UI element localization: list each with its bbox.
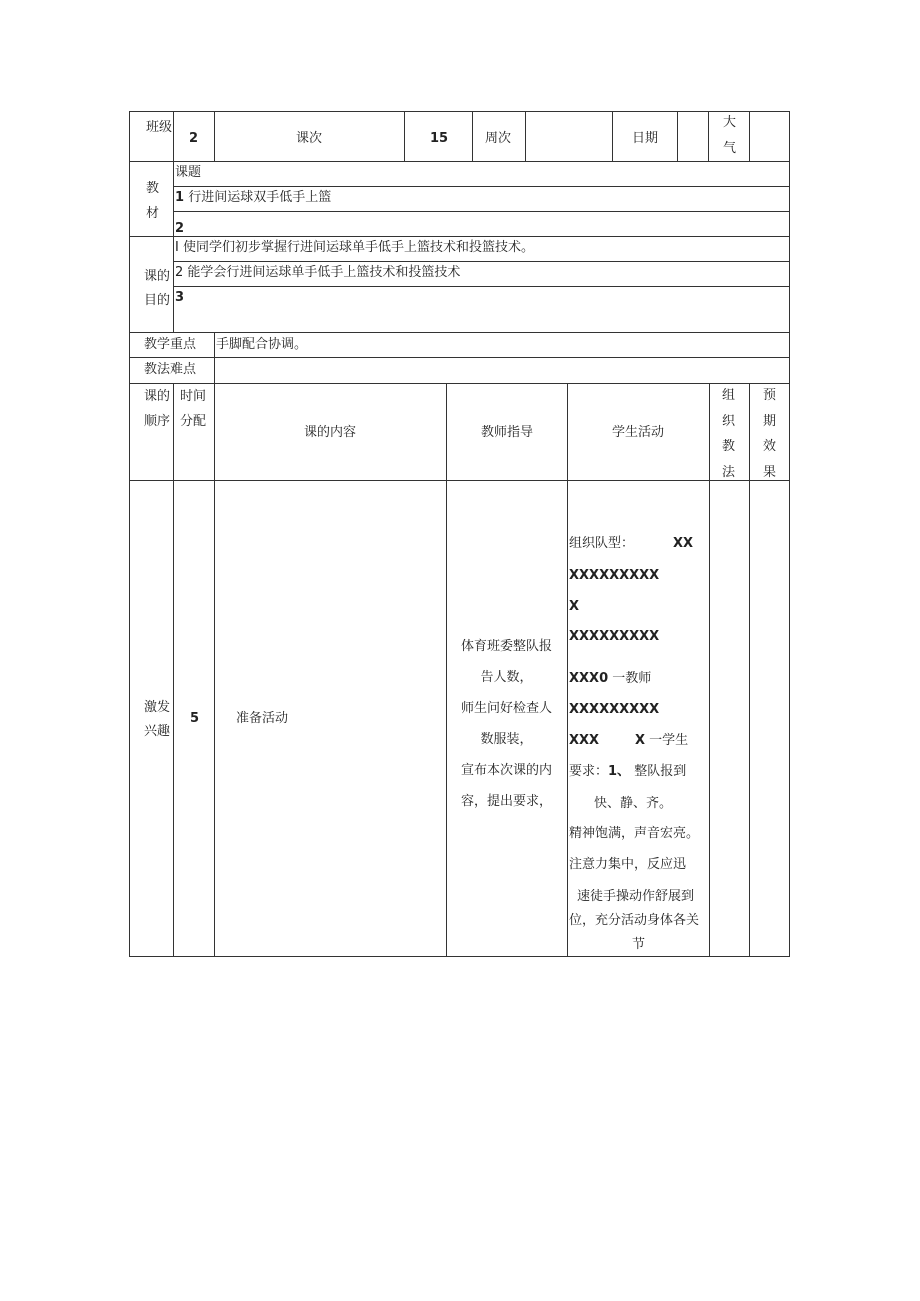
requirement-num: 1、 [608,764,631,779]
topic-label: 课题 [175,165,202,180]
purpose-item-1-num: I [175,240,179,255]
rule [214,111,215,162]
material-item-1-text: 行进间运球双手低手上篮 [188,190,332,205]
col-effect [763,383,777,485]
rule [129,111,130,957]
weather-label-2: 气 [723,141,737,156]
purpose-item-2-text: 能学会行进间运球单手低手上篮技术和投篮技术 [187,265,461,280]
requirement-text: 整队报到 [634,764,687,779]
purpose-item-1-text: 使同学们初步掌握行进间运球单手低手上篮技术和投篮技术。 [182,240,534,255]
rule [129,357,790,358]
col-org-char: 织 [722,413,736,429]
formation-row-f-x: X [635,733,646,748]
col-effect-char: 效 [763,439,777,454]
teacher-line: 体育班委整队报 [460,639,552,654]
material-label-1: 教 [146,181,160,196]
formation-row-f-marks: XXX [569,733,600,748]
teacher-line: 容，提出要求， [460,794,552,809]
col-teacher: 教师指导 [481,425,534,440]
rule [129,161,790,162]
rule [173,261,790,262]
purpose-item-3-num: 3 [175,290,185,305]
rule [129,383,790,384]
formation-row-d [569,670,651,687]
purpose-item-2-num: 2 [175,265,184,280]
lesson-label: 课次 [296,131,323,146]
teacher-line: 告人数， [480,670,533,685]
col-effect-char: 预 [763,388,777,403]
rule [214,383,215,957]
material-item-1-num: 1 [175,190,185,205]
rule [173,286,790,287]
material-label-2: 材 [146,206,160,221]
row-content: 准备活动 [236,711,289,726]
weather-label-1: 大 [723,115,737,130]
requirement-place: 位，充分活动身体各关 [569,913,700,928]
row-order-1: 激发 [144,700,171,715]
rule [129,480,790,481]
rule [446,383,447,957]
rule [525,111,526,162]
teacher-line: 宣布本次课的内 [460,763,552,778]
rule [789,111,790,957]
requirement-line [569,763,686,780]
requirement-quick: 快、静、齐。 [594,796,673,811]
formation-row-e: XXXXXXXXX [569,702,660,717]
rule [749,111,750,162]
requirement-label: 要求： [569,764,609,779]
col-org [722,383,736,485]
col-time-1: 时间 [180,389,207,404]
class-label: 班级 [146,120,173,135]
key-point-label: 教学重点 [144,337,197,352]
requirement-speed: 速徒手操动作舒展到 [577,889,695,904]
requirement-joint: 节 [632,937,646,952]
formation-row-a: XXXXXXXXX [569,568,660,583]
teacher-line: 师生问好检查人 [460,701,552,716]
col-effect-char: 果 [763,464,777,480]
row-time: 5 [190,711,200,726]
purpose-label-1: 课的 [144,269,171,284]
col-org-char: 教 [722,439,736,454]
row-order-2: 兴趣 [144,724,171,739]
formation-label: 组织队型： [569,536,635,551]
rule [612,111,613,162]
lesson-value: 15 [430,131,449,146]
rule [567,383,568,957]
rule [677,111,678,162]
col-org-char: 法 [722,464,736,480]
rule [404,111,405,162]
col-org-char: 组 [722,388,736,403]
difficulty-label: 教法难点 [144,362,197,377]
rule [749,383,750,957]
formation-row-f [635,732,688,749]
rule [173,111,174,333]
formation-row-d-text: 一教师 [612,671,652,686]
rule [214,332,215,384]
formation-row-c: XXXXXXXXX [569,629,660,644]
purpose-label-2: 目的 [144,293,171,308]
class-value: 2 [189,131,199,146]
col-effect-char: 期 [763,413,777,429]
col-order-2: 顺序 [144,414,171,429]
requirement-attention: 注意力集中，反应迅 [569,857,687,872]
rule [129,111,790,112]
week-label: 周次 [485,131,512,146]
rule [709,383,710,957]
rule [129,236,790,237]
purpose-item-1 [175,239,534,256]
key-point-value: 手脚配合协调。 [216,337,308,352]
formation-row-b: X [569,599,580,614]
rule [173,211,790,212]
col-content: 课的内容 [304,425,357,440]
formation-row-f-text: 一学生 [649,733,689,748]
date-label: 日期 [632,131,659,146]
col-student: 学生活动 [612,425,665,440]
teacher-guidance [448,631,565,817]
material-item-1 [175,189,331,206]
rule [173,383,174,957]
col-time-2: 分配 [180,414,207,429]
formation-row-d-marks: XXX0 [569,671,609,686]
rule [708,111,709,162]
teacher-line: 数服装， [480,732,533,747]
rule [472,111,473,162]
requirement-spirit: 精神饱满，声音宏亮。 [569,826,700,841]
rule [173,186,790,187]
col-order-1: 课的 [144,389,171,404]
rule [129,956,790,957]
purpose-item-2 [175,264,460,281]
rule [129,332,790,333]
formation-xx: XX [673,536,694,551]
material-item-2-num: 2 [175,221,185,236]
